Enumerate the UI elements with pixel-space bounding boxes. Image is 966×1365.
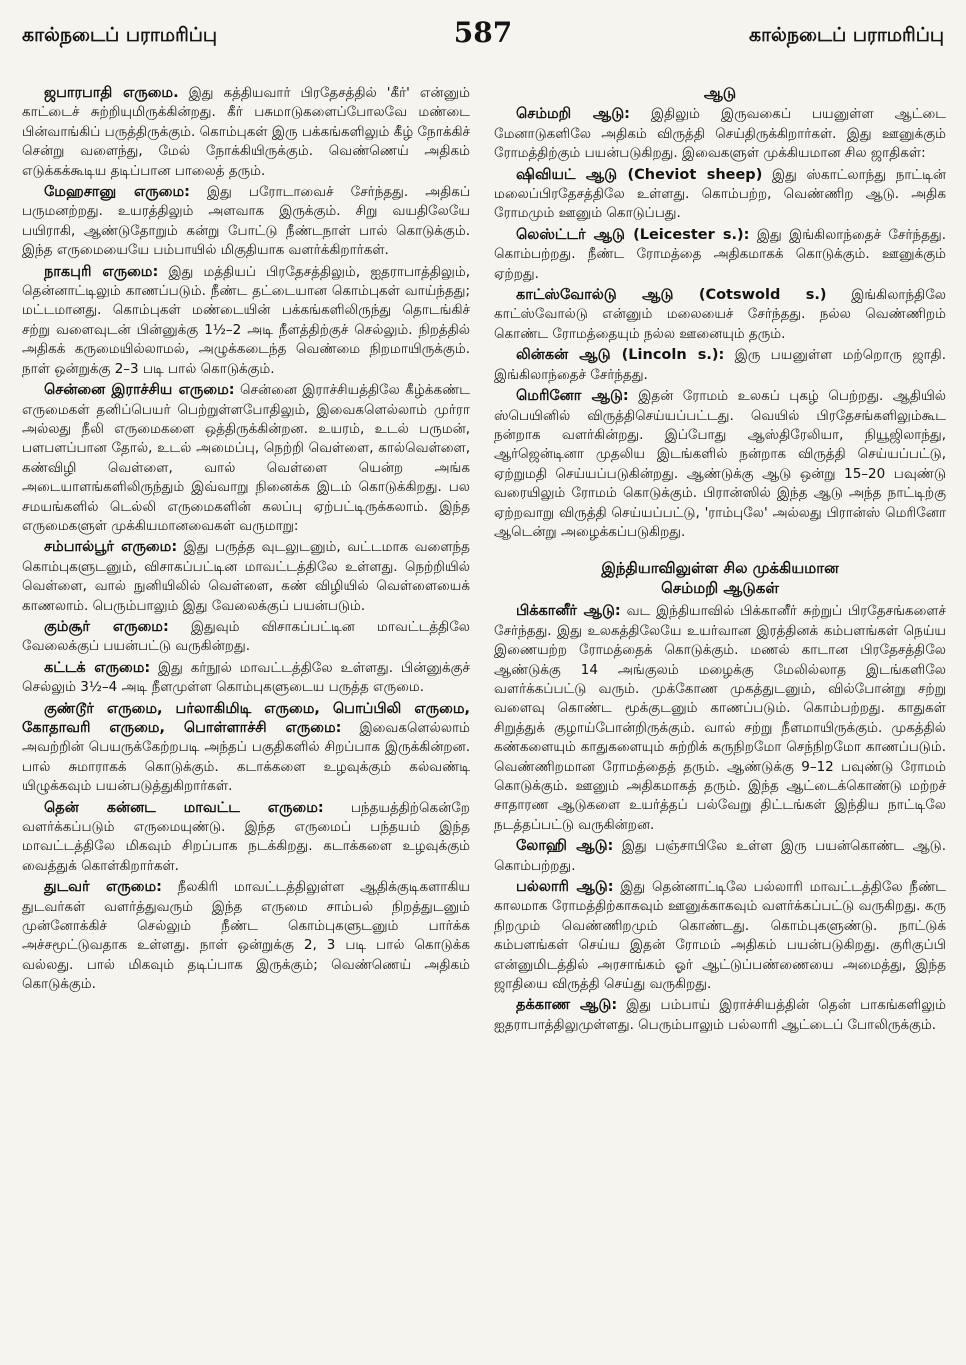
paragraph-term: ஜபாரபாதி எருமை. [44,85,179,101]
paragraph-term: தக்காண ஆடு: [516,997,618,1014]
paragraph [494,996,946,1035]
paragraph [494,286,946,344]
paragraph [494,602,946,835]
paragraph-text: இது கத்தியவார் பிரதேசத்தில் 'கீர்' என்னும் காட்டைச் சுற்றியுமிருக்கின்றது. கீர் பசுமாடுகளைப்போலவே மண்டை பின்வாங்கிப் பருத்திருக்கும். கொம்புகள் இரு பக்கங்களிலும் கீழ் நோக்கிச் சென்று வளைந்து, மேல் நோக்கியிருக்கும். வெண்ணெய் அதிகம் எடுக்கக்கூடிய தடிப்பான பாலைத் தரும். [22,85,470,179]
paragraph [22,381,470,536]
paragraph-term: செம்மறி ஆடு: [516,106,630,123]
paragraph-term: கட்டக் எருமை: [44,659,151,676]
paragraph-term: லின்கன் ஆடு (Lincoln s.): [516,347,725,364]
paragraph [494,837,946,876]
paragraph [22,183,470,261]
paragraph-text: இது இங்கிலாந்தைச் சேர்ந்தது. கொம்பற்றது. நீண்ட ரோமத்தை அதிகமாகக் கொடுக்கும். ஊனுக்கும் ஏற்றது. [494,226,946,282]
paragraph-term: சம்பால்பூர் எருமை: [44,539,178,556]
subsection-heading-line: இந்தியாவிலுள்ள சில முக்கியமான [601,559,839,578]
paragraph [494,105,946,163]
running-head-left: கால்நடைப் பராமரிப்பு [22,24,218,46]
paragraph-term: குண்டூர் எருமை, பர்லாகிமிடி எருமை, பொப்பிலி எருமை, கோதாவரி எருமை, பொள்ளாச்சி எருமை: [22,700,470,736]
paragraph-text: நீலகிரி மாவட்டத்திலுள்ள ஆதிக்குடிகளாகிய துடவர்கள் வளர்த்துவரும் இந்த எருமை சாம்பல் நிறத்துடனும் முன்னோக்கிச் செல்லும் நீண்ட கொம்புகளுடனும் பார்க்க அச்சமூட்டுவதாக உள்ளது. நாள் ஒன்றுக்கு 2, 3 படி பால் கொடுக்க வல்லது. பால் மிகவும் தடிப்பாக இருக்கும்; வெண்ணெய் அதிகம் கொடுக்கும். [22,879,470,993]
paragraph-term: துடவர் எருமை: [44,879,162,896]
paragraph-term: பல்லாரி ஆடு: [516,879,614,896]
paragraph-text: இது ஸ்காட்லாந்து நாட்டின் மலைப்பிரதேசத்திலே உள்ளது. கொம்பற்ற, வெண்ணிற ஆடு. அதிக ரோமமும் ஊனும் கொடுப்பது. [494,166,946,222]
paragraph-term: சென்னை இராச்சிய எருமை: [44,382,235,399]
paragraph-term: லெஸ்ட்டர் ஆடு (Leicester s.): [516,226,750,243]
left-column [22,84,470,1354]
paragraph-text: இது பம்பாய் இராச்சியத்தின் தென் பாகங்களிலும் ஐதராபாத்திலுமுள்ளது. பெரும்பாலும் பல்லாரி ஆட்டைப் போலிருக்கும். [494,997,946,1033]
subsection-heading-line: செம்மறி ஆடுகள் [661,579,779,598]
paragraph-term: காட்ஸ்வோல்டு ஆடு (Cotswold s.) [516,287,827,304]
paragraph-text: இது கர்நூல் மாவட்டத்திலே உள்ளது. பின்னுக்குச் செல்லும் 3½–4 அடி நீளமுள்ள கொம்புகளுடைய பருத்த எருமை. [22,659,470,696]
running-head-right: கால்நடைப் பராமரிப்பு [748,24,944,46]
paragraph-term: கும்சூர் எருமை: [44,618,169,635]
paragraph-term: மேஹசானு எருமை: [44,184,190,201]
subsection-heading [494,558,946,598]
paragraph-text: இது பஞ்சாபிலே உள்ள இரு பயன்கொண்ட ஆடு. கொம்பற்றது. [494,838,946,874]
paragraph [22,263,470,379]
page-header [22,14,944,54]
right-column [494,84,946,1354]
paragraph [494,346,946,385]
paragraph [22,618,470,657]
paragraph-term: லோஹி ஆடு: [516,838,614,855]
paragraph-text: சென்னை இராச்சியத்திலே கீழ்க்கண்ட எருமைகள் தனிப்பெயர் பெற்றுள்ளபோதிலும், இவைகளெல்லாம் முர்ரா அல்லது நீலி எருமைகளை ஒத்திருக்கின்றன. உயரம், உடல் பருமன், பளபளப்பான தோல், உடல் அமைப்பு, நெற்றி வெள்ளை, கால்வெள்ளை, கண்விழி வெள்ளை, வால் வெள்ளை யென்ற அங்க அடையாளங்களிலிருந்தும் இவ்வாறு நினைக்க இடம் கொடுக்கிறது. பல சமயங்களில் டெல்லி எருமைகளின் கலப்பு ஏற்பட்டிருக்கலாம். இந்த எருமைகளுள் முக்கியமானவைகள் வருமாறு: [22,382,470,534]
paragraph-term: தென் கன்னட மாவட்ட எருமை: [44,799,324,816]
paragraph [494,387,946,542]
paragraph [494,878,946,994]
paragraph-text: இது பருத்த வுடலுடனும், வட்டமாக வளைந்த கொம்புகளுடனும், விசாகப்பட்டின மாவட்டத்திலே உள்ளது. நெற்றியில் வெள்ளை, வால் நுனியிலில் வெள்ளை, கண் விழியில் வெள்ளையைக் காணலாம். பெரும்பாலும் இது வேலைக்குப் பயன்படும். [22,539,470,614]
paragraph-term: மெரினோ ஆடு: [516,388,629,405]
paragraph [22,799,470,877]
paragraph-text: இது தென்னாட்டிலே பல்லாரி மாவட்டத்திலே நீண்ட காலமாக ரோமத்திற்காகவும் ஊனுக்காகவும் வளர்க்கப்பட்டு வருகிறது. கரு நிறமும் வெண்ணிறமும் கொண்டது. கொம்புகளுண்டு. நாட்டுக் கம்பளங்கள் செய்ய இதன் ரோமம் அதிகம் பயன்படுகிறது. குரிகுப்பி என்னுமிடத்தில் அரசாங்கம் ஓர் ஆட்டுப்பண்ணையை அமைத்து, இந்த ஜாதியை விருத்தி செய்து வருகிறது. [494,879,946,993]
paragraph-text: இவைகளெல்லாம் அவற்றின் பெயருக்கேற்றபடி அந்தப் பகுதிகளில் சிறப்பாக இருக்கின்றன. பால் சுமாராகக் கொடுக்கும். கடாக்களை உழவுக்கும் கல்வண்டி யிழுக்கவும் பயன்படுத்துகிறார்கள். [22,720,470,795]
paragraph-text: இது பரோடாவைச் சேர்ந்தது. அதிகப் பருமனற்றது. உயரத்திலும் அளவாக இருக்கும். சிறு வயதிலேயே பயிராகி, ஆண்டுதோறும் கன்று போட்டு நீண்டநாள் பால் கொடுக்கும். இந்த எருமையையே பம்பாயில் மிகுதியாக வளர்க்கிறார்கள். [22,184,470,259]
paragraph [22,700,470,797]
paragraph-term: பிக்கானீர் ஆடு: [516,603,621,620]
section-heading: ஆடு [703,84,737,102]
paragraph-term: நாகபுரி எருமை: [44,263,159,280]
paragraph [494,166,946,224]
paragraph [22,538,470,616]
paragraph-text: இது மத்தியப் பிரதேசத்திலும், ஐதராபாத்திலும், தென்னாட்டிலும் காணப்படும். நீண்ட தட்டையான கொம்புகள் வாய்ந்தது; மட்டமானது. கொம்புகள் மண்டையின் பக்கங்களிலிருந்து தொடங்கிச் சற்று வளைவுடன் பின்னுக்கு 1½–2 அடி நீளத்திற்குச் செல்லும். நிறத்தில் அதிகக் கருமையில்லாமல், அழுக்கடைந்த வெண்மை நிறமாயிருக்கும். நாள் ஒன்றுக்கு 2–3 படி பால் கொடுக்கும். [22,263,470,377]
paragraph-text: இரு பயனுள்ள மற்றொரு ஜாதி. இங்கிலாந்தைச் சேர்ந்தது. [494,347,946,383]
paragraph [22,659,470,698]
paragraph-text: இதுவும் விசாகப்பட்டின மாவட்டத்திலே வேலைக்குப் பயன்பட்டு வருகின்றது. [22,618,470,655]
paragraph-text: வட இந்தியாவில் பிக்கானீர் சுற்றுப் பிரதேசங்களைச் சேர்ந்தது. இது உலகத்திலேயே உயர்வான இரத்தினக் கம்பளங்கள் நெய்ய இணையற்ற ரோமத்தைக் கொடுக்கும். மணல் காடான பிரதேசத்திலே ஆண்டுக்கு 14 அங்குலம் மழைக்கு மேலில்லாத இடங்களிலே வளர்க்கப்பட்டு வரும். முக்கோண முகத்துடனும், வில்போன்று சற்று வளைவு கொண்ட மூக்குடனும் காணப்படும். கொம்பற்றது. காதுகள் சிறுத்துக் குழாய்போன்றிருக்கும். வால் சற்று நீளமாயிருக்கும். முகத்தில் கண்களையும் காதுகளையும் சுற்றிக் கருநிறமோ செந்நிறமோ காணப்படும். வெண்ணிறமான ரோமத்தைத் தரும். ஆண்டுக்கு 9–12 பவுண்டு ரோமம் கொடுக்கும். ஊனும் அதிகமாகத் தரும். இந்த ஆட்டைக்கொண்டு மற்றச் சாதாரண ஆடுகளை உயர்த்தப் பல்வேறு திட்டங்கள் இந்திய நாட்டிலே நடத்தப்பட்டு வருகின்றன. [494,603,946,833]
paragraph-text: பந்தயத்திற்கென்றே வளர்க்கப்படும் எருமையுண்டு. இந்த எருமைப் பந்தயம் இந்த மாவட்டத்திலே மிகவும் சிறப்பாக நடக்கிறது. கடாக்களை உழவுக்கும் வைத்துக் கொள்கிறார்கள். [22,799,470,874]
paragraph-text: இதன் ரோமம் உலகப் புகழ் பெற்றது. ஆதியில் ஸ்பெயினில் விருத்திசெய்யப்பட்டது. வெயில் பிரதேசங்களிலும்கூட நன்றாக வளர்கின்றது. இப்போது ஆஸ்திரேலியா, நியூஜிலாந்து, ஆர்ஜென்டினா முதலிய இடங்களில் நன்றாக விருத்தி செய்யப்பட்டு, ஏற்றுமதி செய்யப்படுகின்றது. ஆண்டுக்கு ஆடு ஒன்று 15–20 பவுண்டு வரையிலும் ரோமம் கொடுக்கும். பிரான்ஸில் இந்த ஆடு அந்த நாட்டிற்கு ஏற்றவாறு விருத்தி செய்யப்பட்டு, 'ராம்புலே' அல்லது பிரான்ஸ் மெரினோ ஆடென்று அழைக்கப்படுகிறது. [494,388,946,540]
paragraph-text: இதிலும் இருவகைப் பயனுள்ள ஆட்டை மேனாடுகளிலே அதிகம் விருத்தி செய்திருக்கிறார்கள். இது ஊனுக்கும் ரோமத்திற்கும் பயன்படுகிறது. இவைகளுள் முக்கியமான சில ஜாதிகள்: [494,106,946,162]
page-number: 587 [453,16,513,49]
paragraph-term: ஷிவியட் ஆடு (Cheviot sheep) [516,166,763,183]
paragraph [22,84,470,181]
paragraph-text: இங்கிலாந்திலே காட்ஸ்வோல்டு என்னும் மலையைச் சேர்ந்தது. நல்ல வெண்ணிறம் கொண்ட ரோமத்தையும் நல்ல ஊனையும் தரும். [494,287,946,342]
paragraph [494,226,946,284]
paragraph [22,878,470,994]
